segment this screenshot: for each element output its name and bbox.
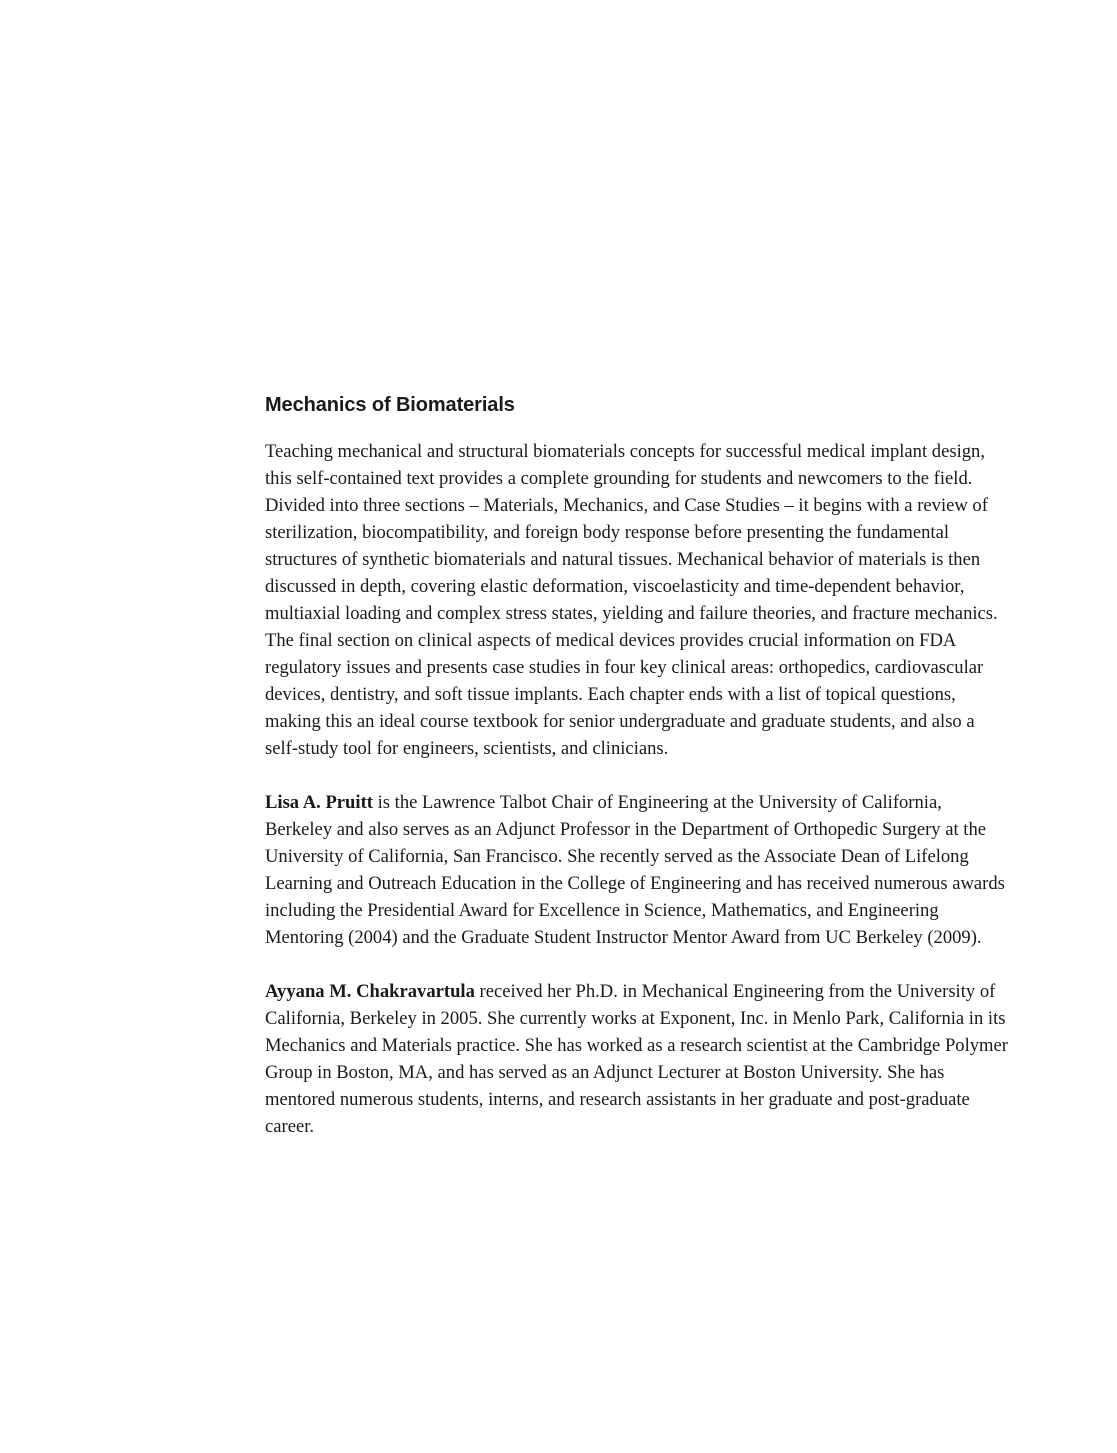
author-bio-1 — [265, 789, 1010, 951]
book-blurb-page — [265, 388, 1010, 1167]
author-bio-2 — [265, 978, 1010, 1140]
author-bio-text-2: received her Ph.D. in Mechanical Engineering from the University of California, Berkeley in 2005. She currently works at Exponent, Inc. in Menlo Park, California in its Mechanics and Materials practice. She has worked as a research scientist at the Cambridge Polymer Group in Boston, MA, and has served as an Adjunct Lecturer at Boston University. She has mentored numerous students, interns, and research assistants in her graduate and post-graduate career. — [265, 981, 1008, 1137]
author-name-1: Lisa A. Pruitt — [265, 792, 373, 813]
book-description: Teaching mechanical and structural biomaterials concepts for successful medical implant design, this self-contained text provides a complete grounding for students and newcomers to the field. Divided into three sections – Materials, Mechanics, and Case Studies – it begins with a review of sterilization, biocompatibility, and foreign body response before presenting the fundamental structures of synthetic biomaterials and natural tissues. Mechanical behavior of materials is then discussed in depth, covering elastic deformation, viscoelasticity and time-dependent behavior, multiaxial loading and complex stress states, yielding and failure theories, and fracture mechanics. The final section on clinical aspects of medical devices provides crucial information on FDA regulatory issues and presents case studies in four key clinical areas: orthopedics, cardiovascular devices, dentistry, and soft tissue implants. Each chapter ends with a list of topical questions, making this an ideal course textbook for senior undergraduate and graduate students, and also a self-study tool for engineers, scientists, and clinicians. — [265, 441, 998, 759]
author-bio-text-1: is the Lawrence Talbot Chair of Engineering at the University of California, Berkeley and also serves as an Adjunct Professor in the Department of Orthopedic Surgery at the University of California, San Francisco. She recently served as the Associate Dean of Lifelong Learning and Outreach Education in the College of Engineering and has received numerous awards including the Presidential Award for Excellence in Science, Mathematics, and Engineering Mentoring (2004) and the Graduate Student Instructor Mentor Award from UC Berkeley (2009). — [265, 792, 1005, 948]
author-name-2: Ayyana M. Chakravartula — [265, 981, 475, 1002]
book-title: Mechanics of Biomaterials — [265, 394, 515, 416]
